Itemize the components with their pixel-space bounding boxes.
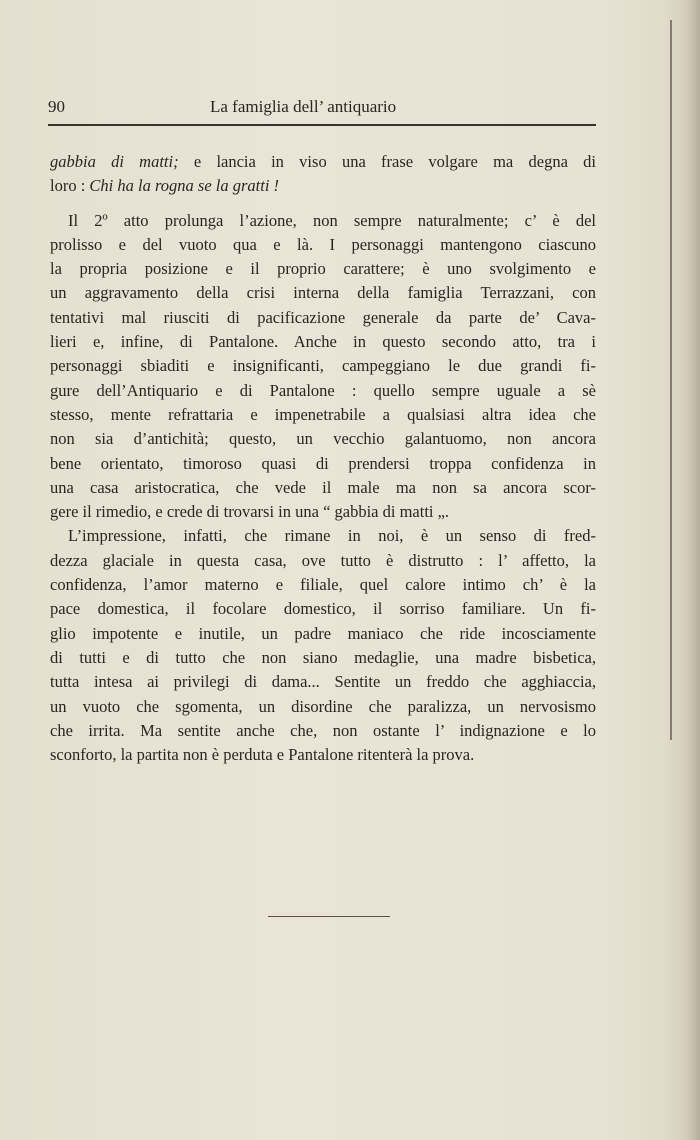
text-line: pace domestica, il focolare domestico, il sorriso familiare. Un fi- — [50, 599, 596, 619]
text-line: loro : Chi ha la rogna se la gratti ! — [50, 176, 280, 196]
text-line: bene orientato, timoroso quasi di prendersi troppa confidenza in — [50, 453, 596, 473]
running-header — [48, 97, 596, 125]
page-number: 90 — [48, 97, 65, 116]
text-line: un aggravamento della crisi interna della famiglia Terrazzani, con — [50, 283, 596, 303]
italic-quote: Chi ha la rogna se la gratti ! — [89, 176, 280, 196]
text-line: che irrita. Ma sentite anche che, non ostante l’ indignazione e lo — [50, 720, 596, 740]
page-edge-line — [670, 20, 672, 740]
text-line: glio impotente e inutile, un padre maniaco che ride incosciamente — [50, 623, 596, 643]
text-line: la propria posizione e il proprio carattere; è uno svolgimento e — [50, 259, 596, 279]
header-rule — [48, 124, 596, 126]
text-line: tentativi mal riusciti di pacificazione generale da parte de’ Cava- — [50, 307, 596, 327]
text-line: una casa aristocratica, che vede il male ma non sa ancora scor- — [50, 477, 596, 497]
text-line: gabbia di matti; e lancia in viso una frase volgare ma degna di — [50, 152, 596, 171]
text-line: di tutti e di tutto che non siano medaglie, una madre bisbetica, — [50, 647, 596, 667]
text-line: sconforto, la partita non è perduta e Pantalone ritenterà la prova. — [50, 745, 475, 765]
italic-phrase: gabbia di matti; — [50, 152, 179, 171]
text-line: Il 2º atto prolunga l’azione, non sempre naturalmente; c’ è del — [68, 210, 596, 230]
running-title: La famiglia dell’ antiquario — [210, 97, 397, 116]
body-text — [50, 150, 596, 767]
text-line: gure dell’Antiquario e di Pantalone : quello sempre uguale a sè — [50, 380, 596, 400]
text-line: non sia d’antichità; questo, un vecchio galantuomo, non ancora — [50, 429, 596, 449]
text-line: tutta intesa ai privilegi di dama... Sentite un freddo che agghiaccia, — [50, 672, 596, 692]
text-line: confidenza, l’amor materno e filiale, quel calore intimo ch’ è la — [50, 575, 596, 595]
text-line: L’impressione, infatti, che rimane in noi, è un senso di fred- — [68, 526, 596, 546]
text-line: dezza glaciale in questa casa, ove tutto è distrutto : l’ affetto, la — [50, 550, 596, 570]
text-line: stesso, mente refrattaria e impenetrabile a qualsiasi altra idea che — [50, 404, 596, 424]
text-line: un vuoto che sgomenta, un disordine che paralizza, un nervosismo — [50, 696, 596, 716]
text-line: gere il rimedio, e crede di trovarsi in una “ gabbia di matti „. — [50, 502, 450, 522]
text-line: personaggi sbiaditi e insignificanti, campeggiano le due grandi fi- — [50, 356, 596, 376]
end-rule — [268, 916, 390, 917]
text-line: prolisso e del vuoto qua e là. I personaggi mantengono ciascuno — [50, 234, 596, 254]
text-line: lieri e, infine, di Pantalone. Anche in questo secondo atto, tra i — [50, 332, 596, 352]
